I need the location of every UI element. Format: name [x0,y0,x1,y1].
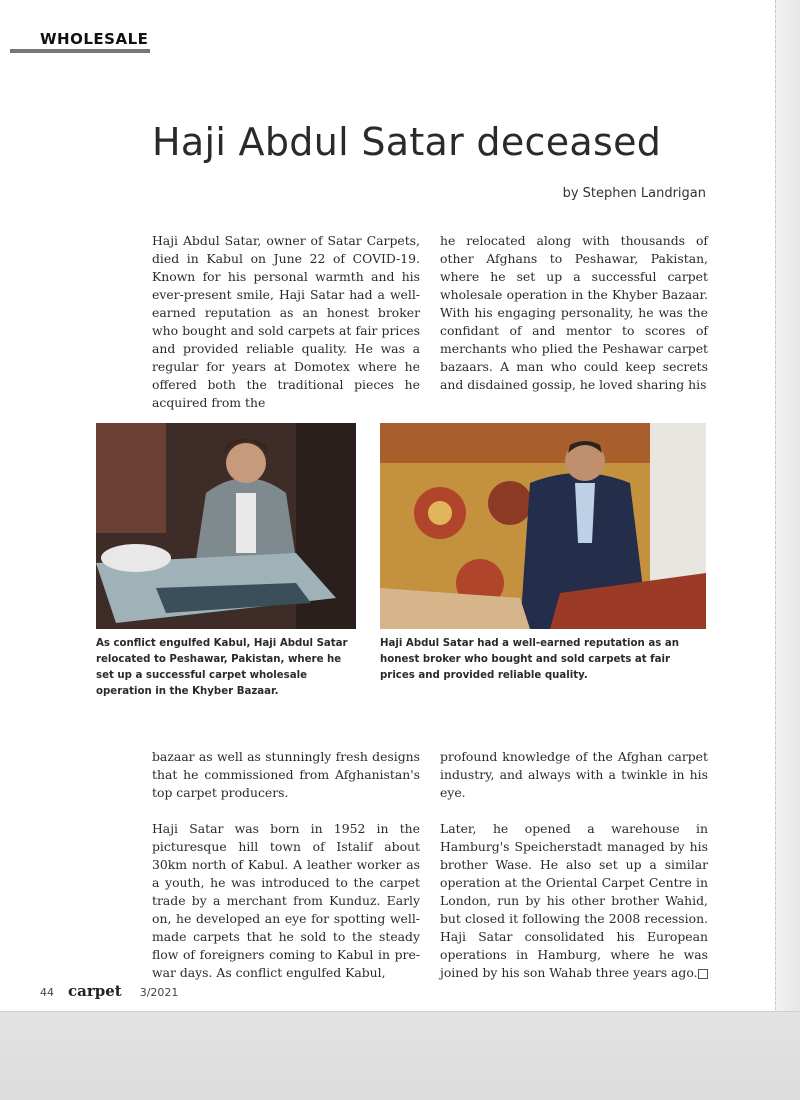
page-number: 44 [40,986,54,999]
article-paragraph-last [440,820,708,982]
scan-edge-right [775,0,800,1100]
photo-caption-left: As conflict engulfed Kabul, Haji Abdul Satar relocated to Peshawar, Pakistan, where he set up a successful carpet wholesale operation in the Khyber Bazaar. [96,638,348,697]
article-paragraph: Haji Abdul Satar, owner of Satar Carpets, died in Kabul on June 22 of COVID-19. Known for his personal warmth and his ever-present smile, Haji Satar had a well-earned reputation as an honest broker who bought and sold carpets at fair prices and provided reliable quality. He was a regular for years at Domotex where he offered both the traditional pieces he acquired from the [152,233,420,410]
section-tag-rule [10,49,150,53]
photo-satar-with-carpets [380,423,706,629]
article-byline: by Stephen Landrigan [562,186,706,201]
article-column-bottom-left [152,748,420,982]
photo-satar-at-desk [96,423,356,629]
section-tag: WHOLESALE [40,30,149,48]
article-paragraph: profound knowledge of the Afghan carpet industry, and always with a twinkle in his eye. [440,749,708,800]
magazine-logo: carpet [68,982,122,1000]
article-column-top-right [440,232,708,394]
end-of-article-icon [698,969,708,979]
article-column-top-left [152,232,420,412]
photo-desk-illustration [96,423,356,629]
photo-carpets-illustration [380,423,706,629]
page-footer [40,982,178,1000]
article-paragraph: bazaar as well as stunningly fresh designs that he commissioned from Afghanistan's top carpet producers. [152,749,420,800]
article-paragraph: Haji Satar was born in 1952 in the picturesque hill town of Istalif about 30km north of Kabul. A leather worker as a youth, he was introduced to the carpet trade by a merchant from Kunduz. Early on, he developed an eye for spotting well-made carpets that he sold to the steady flow of foreigners coming to Kabul in pre-war days. As conflict engulfed Kabul, [152,821,420,980]
article-paragraph: he relocated along with thousands of other Afghans to Peshawar, Pakistan, where he set up a successful carpet wholesale operation in the Khyber Bazaar. With his engaging personality, he was the confidant of and mentor to scores of merchants who plied the Peshawar carpet bazaars. A man who could keep secrets and disdained gossip, he loved sharing his [440,233,708,392]
article-paragraph-text: Later, he opened a warehouse in Hamburg's Speicherstadt managed by his brother Wase. He also set up a similar operation at the Oriental Carpet Centre in London, run by his other brother Wahid, but closed it following the 2008 recession. Haji Satar consolidated his European operations in Hamburg, where he was joined by his son Wahab three years ago. [440,821,708,980]
issue-number: 3/2021 [139,986,179,999]
photo-caption-right: Haji Abdul Satar had a well-earned reputation as an honest broker who bought and sold carpets at fair prices and provided reliable quality. [380,638,679,681]
article-title: Haji Abdul Satar deceased [152,120,662,164]
scan-edge-bottom [0,1011,800,1100]
article-column-bottom-right [440,748,708,982]
